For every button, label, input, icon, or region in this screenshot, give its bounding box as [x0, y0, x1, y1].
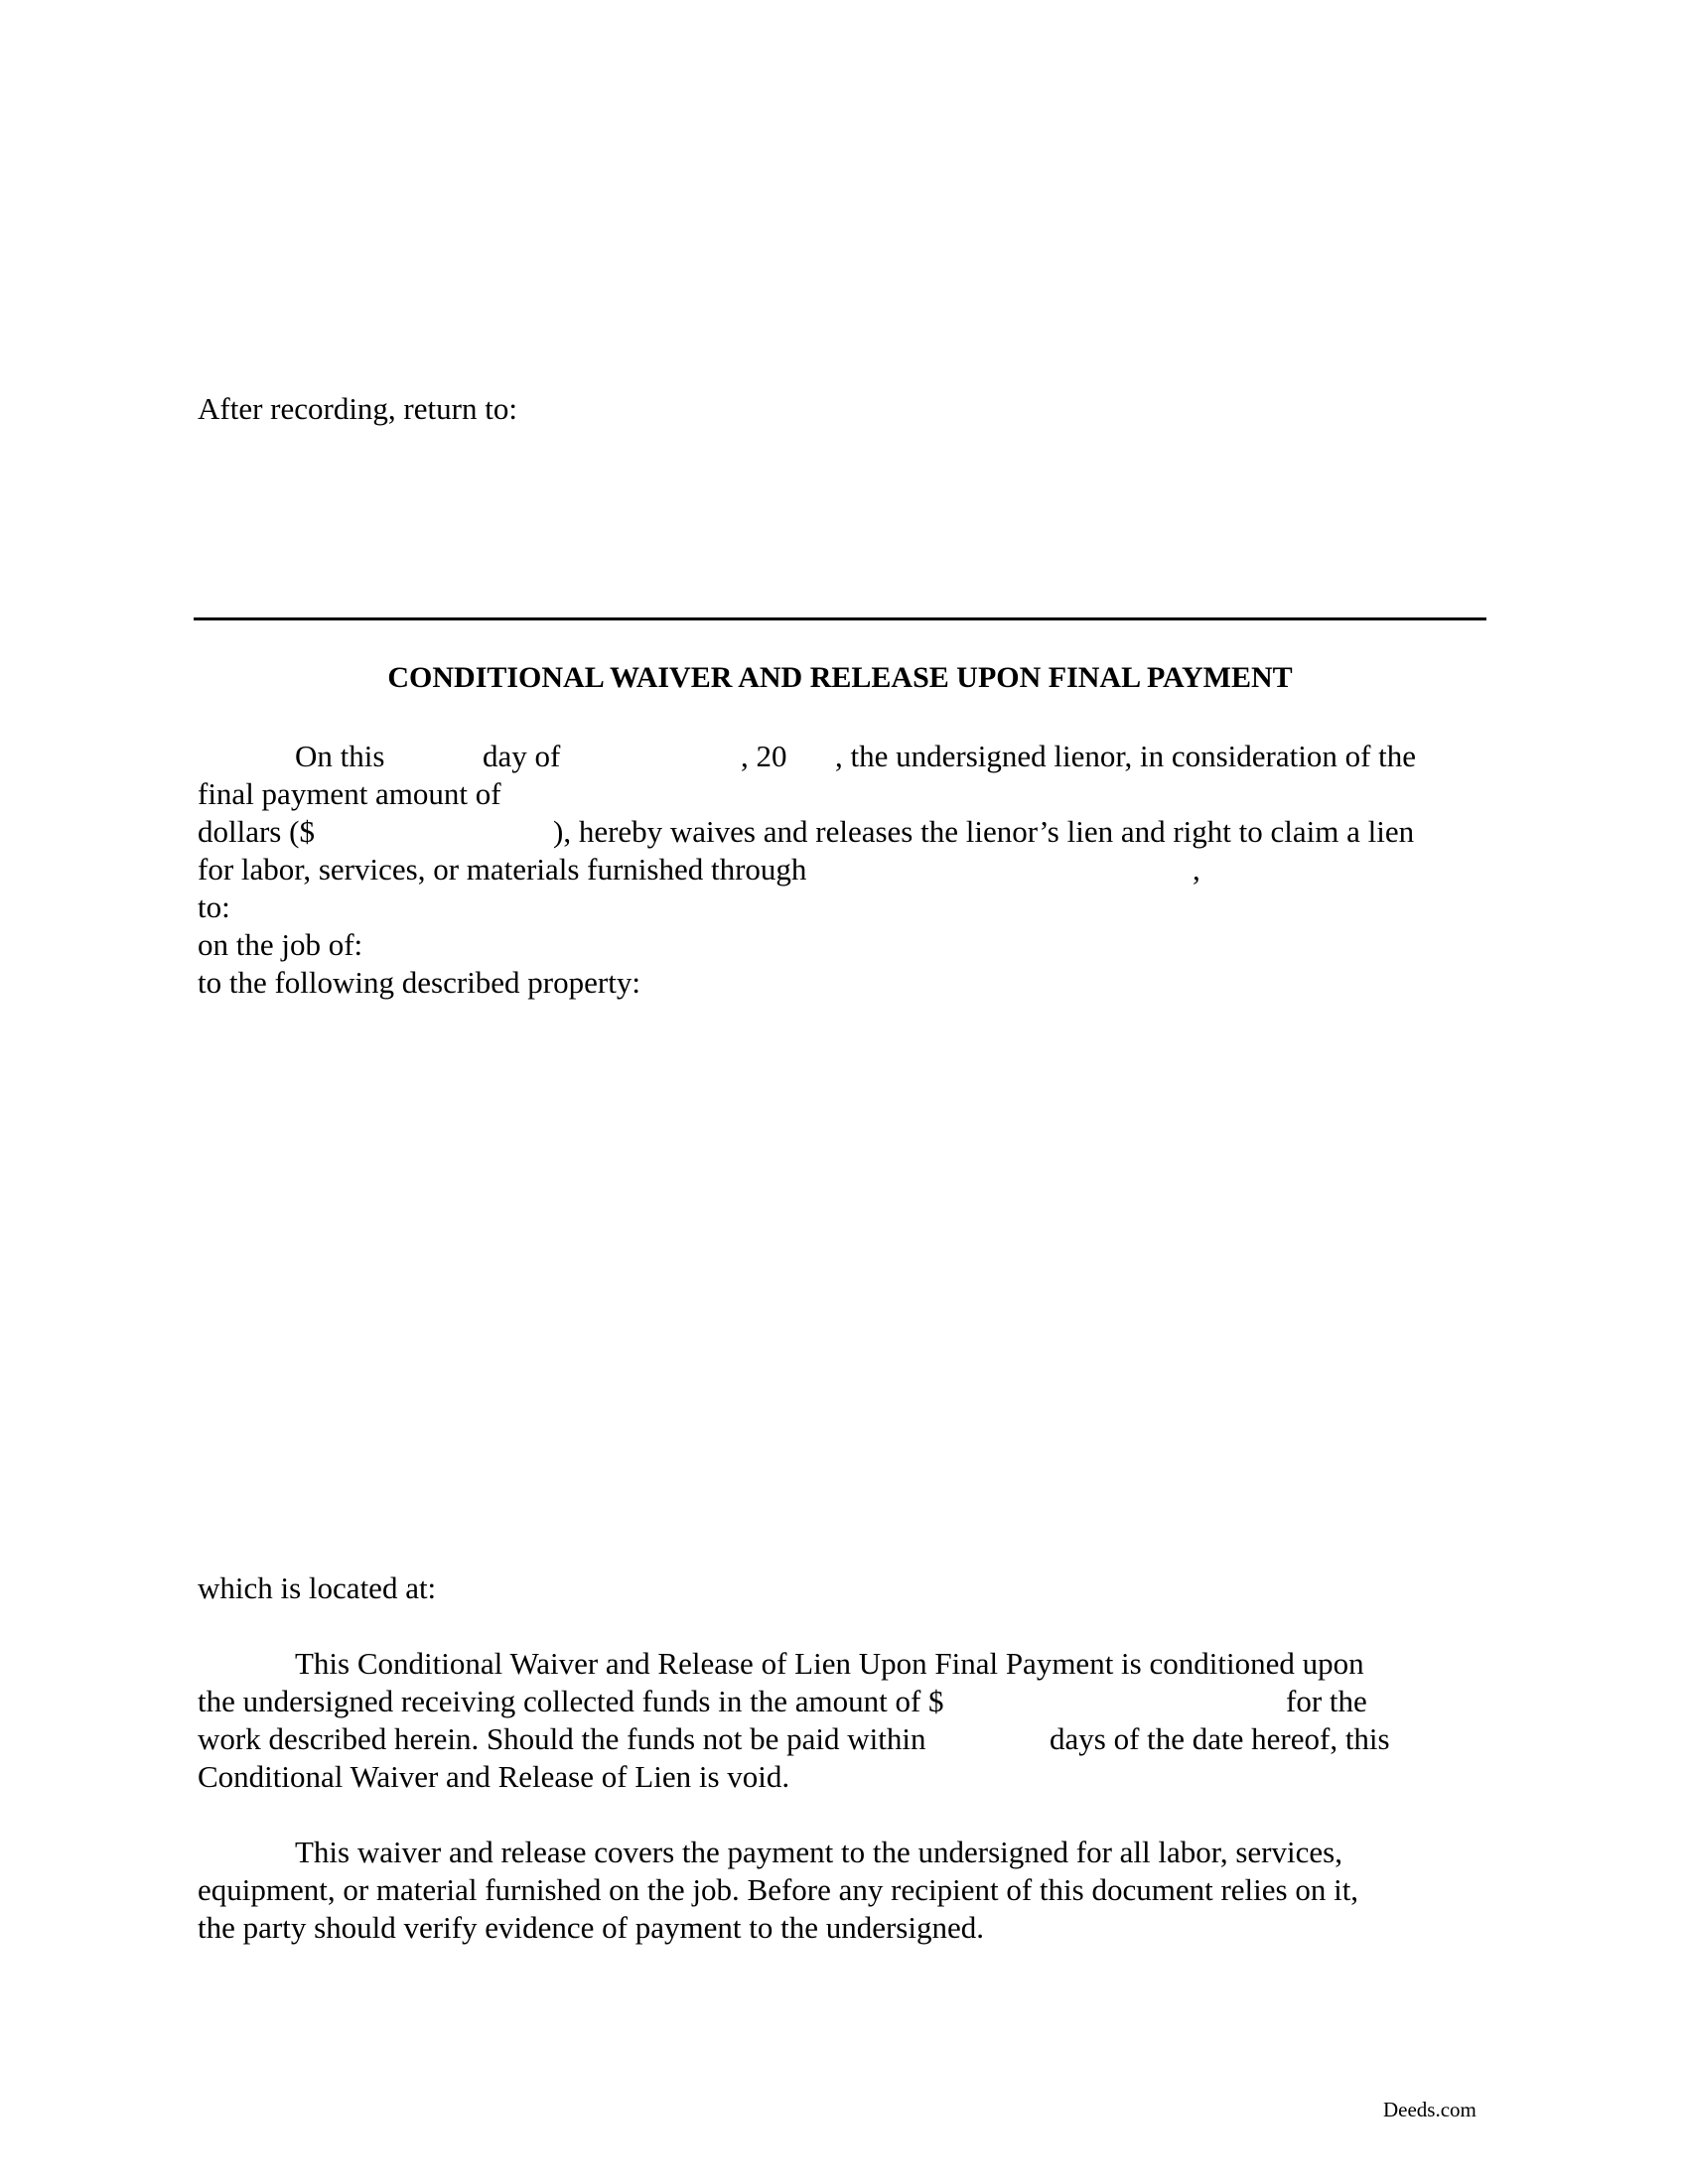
- coverage-line-1: This waiver and release covers the payment to the undersigned for all labor, services,: [295, 1835, 1342, 1869]
- document-title: CONDITIONAL WAIVER AND RELEASE UPON FINAL PAYMENT: [387, 661, 1293, 694]
- hereby-waives-text: ), hereby waives and releases the lienor’s lien and right to claim a lien: [553, 814, 1415, 849]
- condition-line-3b: days of the date hereof, this: [1050, 1721, 1390, 1756]
- undersigned-lienor-text: , the undersigned lienor, in consideration of the: [835, 739, 1417, 773]
- condition-line-2b: for the: [1286, 1684, 1367, 1718]
- labor-services-text: for labor, services, or materials furnished through: [198, 852, 807, 887]
- job-of-label: on the job of:: [198, 927, 363, 962]
- on-this-text: On this: [295, 739, 385, 773]
- final-payment-text: final payment amount of: [198, 776, 501, 811]
- through-comma: ,: [1193, 852, 1200, 887]
- return-to-label: After recording, return to:: [198, 391, 517, 426]
- condition-line-3a: work described herein. Should the funds not be paid within: [198, 1721, 926, 1756]
- year-prefix-text: , 20: [741, 739, 787, 773]
- described-property-label: to the following described property:: [198, 965, 640, 1000]
- condition-line-1: This Conditional Waiver and Release of Lien Upon Final Payment is conditioned upon: [295, 1646, 1364, 1681]
- condition-line-2a: the undersigned receiving collected funds in the amount of $: [198, 1684, 944, 1718]
- to-label: to:: [198, 889, 230, 924]
- located-at-label: which is located at:: [198, 1570, 437, 1605]
- footer-brand: Deeds.com: [1383, 2098, 1477, 2121]
- condition-line-4: Conditional Waiver and Release of Lien is void.: [198, 1759, 790, 1794]
- day-of-text: day of: [483, 739, 561, 773]
- coverage-line-2: equipment, or material furnished on the job. Before any recipient of this document relies on it,: [198, 1872, 1359, 1907]
- divider-rule: [194, 617, 1486, 620]
- dollars-text: dollars ($: [198, 814, 315, 849]
- coverage-line-3: the party should verify evidence of payment to the undersigned.: [198, 1910, 984, 1945]
